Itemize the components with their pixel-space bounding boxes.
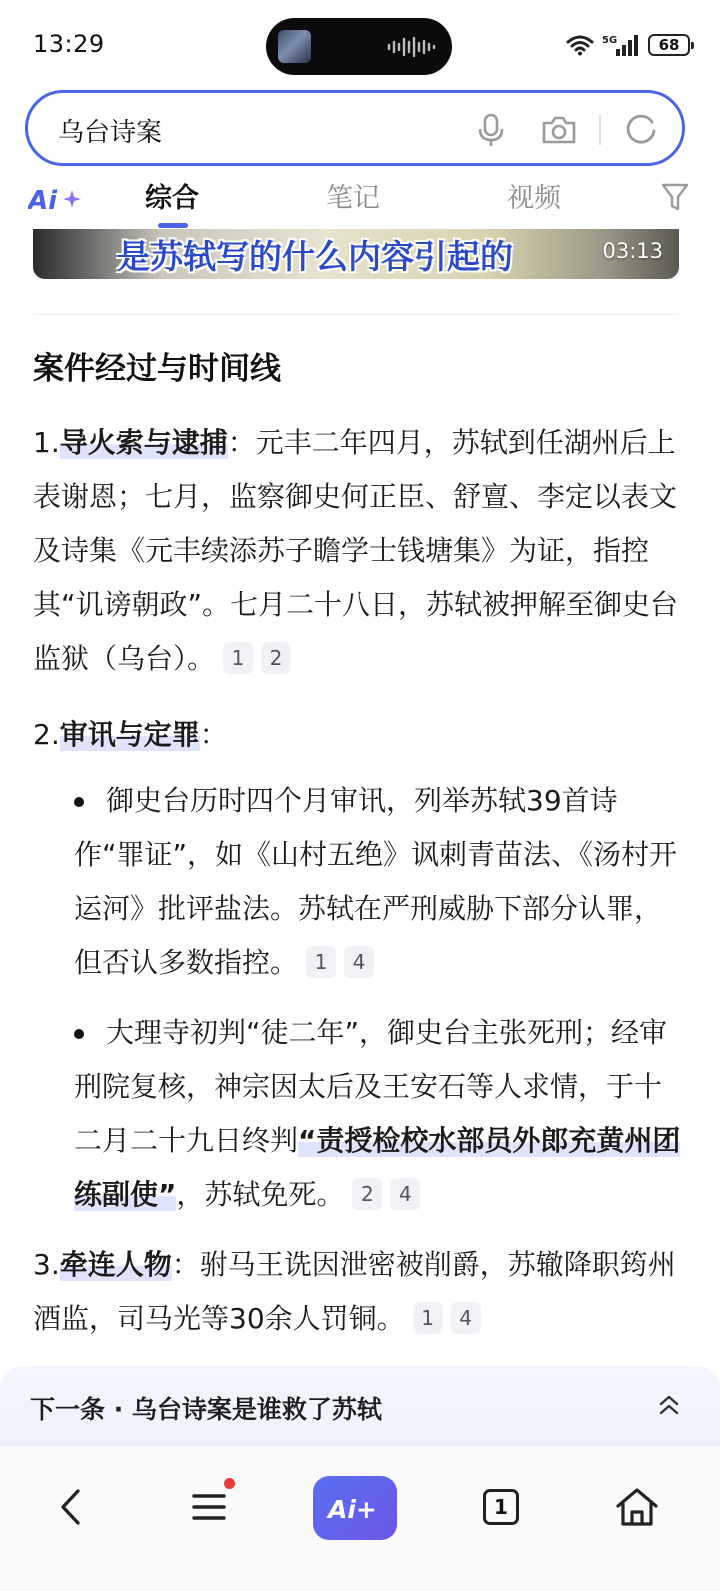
- filter-icon[interactable]: [661, 182, 689, 212]
- ai-assistant-button[interactable]: [313, 1476, 397, 1540]
- item-title: 导火索与逮捕: [59, 426, 228, 459]
- tab-video[interactable]: 视频: [507, 183, 561, 214]
- network-type: 5G: [602, 35, 618, 46]
- ai-icon: [326, 1493, 384, 1523]
- tab-count-icon: 1: [483, 1489, 519, 1525]
- reference-badge[interactable]: 1: [223, 642, 253, 674]
- bullet-item: [74, 774, 683, 990]
- cellular-signal-icon: [602, 33, 640, 57]
- item-colon: ：: [199, 718, 228, 751]
- item-title: 牵连人物: [59, 1248, 172, 1281]
- bullet-list: [74, 774, 683, 1222]
- section-heading: 案件经过与时间线: [33, 351, 281, 387]
- tab-notes[interactable]: 笔记: [326, 183, 380, 214]
- reference-badge[interactable]: 4: [344, 946, 374, 978]
- battery-icon: 68: [648, 34, 690, 56]
- menu-icon: [192, 1492, 226, 1522]
- tab-comprehensive[interactable]: 综合: [145, 183, 199, 214]
- bullet-item: [74, 1006, 683, 1222]
- reference-badge[interactable]: 4: [390, 1178, 420, 1210]
- next-item-label: 下一条 · 乌台诗案是谁救了苏轼: [30, 1395, 382, 1424]
- svg-text:Ai: Ai: [28, 186, 58, 214]
- camera-icon[interactable]: [540, 113, 578, 147]
- microphone-icon[interactable]: [476, 113, 506, 147]
- video-card[interactable]: [33, 229, 679, 279]
- video-subtitle: 是苏轼写的什么内容引起的: [117, 237, 513, 276]
- reference-badge[interactable]: 2: [261, 642, 291, 674]
- chevron-up-icon[interactable]: [658, 1392, 680, 1418]
- media-thumbnail: [278, 30, 311, 63]
- search-divider: [599, 115, 601, 145]
- section-divider: [33, 314, 679, 315]
- status-time: 13:29: [33, 30, 105, 58]
- tabs-button[interactable]: [478, 1476, 524, 1538]
- notification-dot: [224, 1478, 235, 1489]
- bullet-text: 御史台历时四个月审讯，列举苏轼39首诗作“罪证”，如《山村五绝》讽刺青苗法、《汤村开运河》批评盐法。苏轼在严刑威胁下部分认罪，但否认多数指控。: [74, 784, 678, 979]
- active-tab-indicator: [158, 223, 188, 228]
- ai-logo-icon[interactable]: [28, 184, 84, 214]
- ai-answer-content: [33, 335, 683, 1368]
- item-number: 1.: [33, 426, 60, 459]
- list-item: [33, 416, 683, 686]
- search-bar[interactable]: [25, 90, 685, 166]
- status-bar: [0, 0, 720, 92]
- reference-badge[interactable]: 4: [451, 1302, 481, 1334]
- home-button[interactable]: [612, 1476, 662, 1538]
- refresh-icon[interactable]: [624, 113, 658, 147]
- back-arrow-icon: [58, 1488, 84, 1526]
- audio-wave-icon: [386, 36, 436, 58]
- system-icons: [566, 30, 690, 60]
- home-icon: [615, 1487, 659, 1527]
- list-item: [33, 1238, 683, 1346]
- bullet-highlight: “责授检校水部员外郎充黄州团练副使”: [74, 1124, 681, 1211]
- wifi-icon: [566, 34, 594, 56]
- reference-badge[interactable]: 1: [306, 946, 336, 978]
- search-input[interactable]: [58, 112, 458, 148]
- item-number: 3.: [33, 1248, 60, 1281]
- back-button[interactable]: [46, 1476, 96, 1538]
- item-title: 审讯与定罪: [59, 718, 200, 751]
- next-item-bar[interactable]: [0, 1366, 720, 1446]
- reference-badge[interactable]: 2: [352, 1178, 382, 1210]
- list-item: [33, 708, 683, 762]
- bullet-text: 大理寺初判“徒二年”，御史台主张死刑；经审刑院复核，神宗因太后及王安石等人求情，于十二月二十九日终判: [74, 1016, 668, 1157]
- item-number: 2.: [33, 718, 60, 751]
- svg-text:Ai+: Ai+: [328, 1495, 377, 1523]
- video-duration: 03:13: [602, 239, 663, 263]
- dynamic-island[interactable]: [266, 18, 452, 75]
- tab-bar: [0, 168, 720, 230]
- bullet-text-end: ，苏轼免死。: [176, 1178, 345, 1211]
- reference-badge[interactable]: 1: [413, 1302, 443, 1334]
- bottom-navigation: [0, 1446, 720, 1591]
- item-text: ：元丰二年四月，苏轼到任湖州后上表谢恩；七月，监察御史何正臣、舒亶、李定以表文及诗集《元丰续添苏子瞻学士钱塘集》为证，指控其“讥谤朝政”。七月二十八日，苏轼被押解至御史台监狱（乌台）。: [33, 426, 679, 675]
- item-text: ：驸马王诜因泄密被削爵，苏辙降职筠州酒监，司马光等30余人罚铜。: [33, 1248, 676, 1335]
